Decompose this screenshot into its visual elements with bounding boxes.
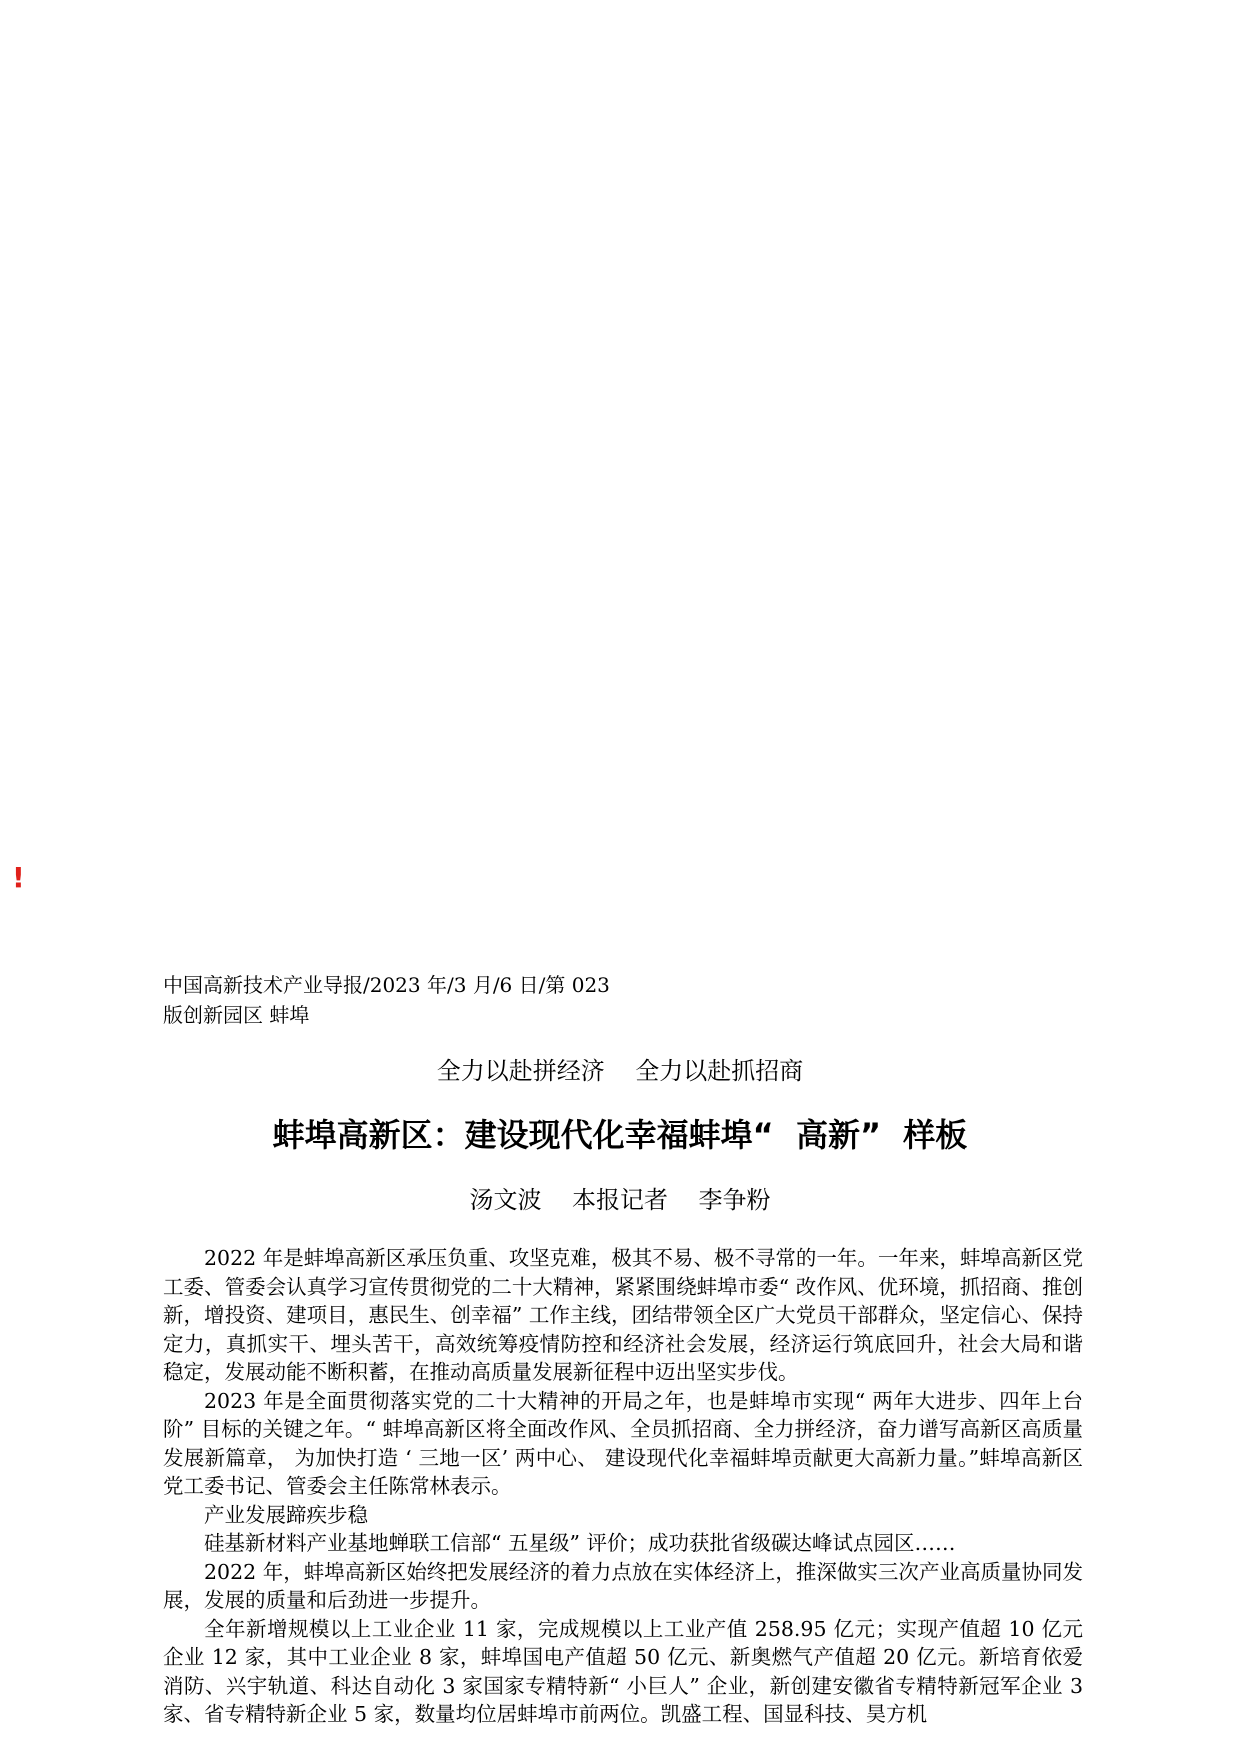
paragraph-1: 2022 年是蚌埠高新区承压负重、攻坚克难，极其不易、极不寻常的一年。一年来，蚌埠高新区党工委、管委会认真学习宣传贯彻党的二十大精神，紧紧围绕蚌埠市委“ 改作风、优环境，抓招商、推创新，增投资、建项目，惠民生、创幸福” 工作主线，团结带领全区广大党员干部群众，坚定信心、保持定力，真抓实干、埋头苦干，高效统筹疫情防控和经济社会发展，经济运行筑底回升，社会大局和谐稳定，发展动能不断积蓄，在推动高质量发展新征程中迈出坚实步伐。 [163, 1246, 1083, 1384]
section-heading: 产业发展蹄疾步稳 [204, 1502, 368, 1527]
article-subtitle: 全力以赴拼经济 全力以赴抓招商 [436, 1057, 804, 1085]
article-title: 蚌埠高新区：建设现代化幸福蚌埠“ 高新” 样板 [272, 1116, 968, 1154]
paragraph-5: 全年新增规模以上工业企业 11 家，完成规模以上工业产值 258.95 亿元；实现产值超 10 亿元企业 12 家，其中工业企业 8 家，蚌埠国电产值超 50 亿元、新奥燃气产值超 20 亿元。新培育依爱消防、兴宇轨道、科达自动化 3 家国家专精特新“ 小巨人” 企业，新创建安徽省专精特新冠军企业 3 家、省专精特新企业 5 家，数量均位居蚌埠市前两位。凯盛工程、国显科技、昊方机 [163, 1616, 1083, 1726]
source-line-2: 版创新园区 蚌埠 [163, 1003, 310, 1027]
paragraph-4: 2022 年，蚌埠高新区始终把发展经济的着力点放在实体经济上，推深做实三次产业高质量协同发展，发展的质量和后劲进一步提升。 [163, 1559, 1083, 1612]
source-citation [163, 970, 683, 1030]
red-exclamation-mark: ! [12, 861, 25, 894]
article-body [163, 1244, 1083, 1729]
paragraph-3: 硅基新材料产业基地蝉联工信部“ 五星级” 评价；成功获批省级碳达峰试点园区…… [204, 1531, 956, 1555]
source-line-1: 中国高新技术产业导报/2023 年/3 月/6 日/第 023 [163, 973, 610, 997]
paragraph-2: 2023 年是全面贯彻落实党的二十大精神的开局之年，也是蚌埠市实现“ 两年大进步、四年上台阶” 目标的关键之年。“ 蚌埠高新区将全面改作风、全员抓招商、全力拼经济，奋力谱写高新区高质量发展新篇章， 为加快打造 ‘ 三地一区’ 两中心、 建设现代化幸福蚌埠贡献更大高新力量。”蚌埠高新区党工委书记、管委会主任陈常林表示。 [163, 1388, 1083, 1498]
article-byline: 汤文波 本报记者 李争粉 [469, 1186, 771, 1214]
